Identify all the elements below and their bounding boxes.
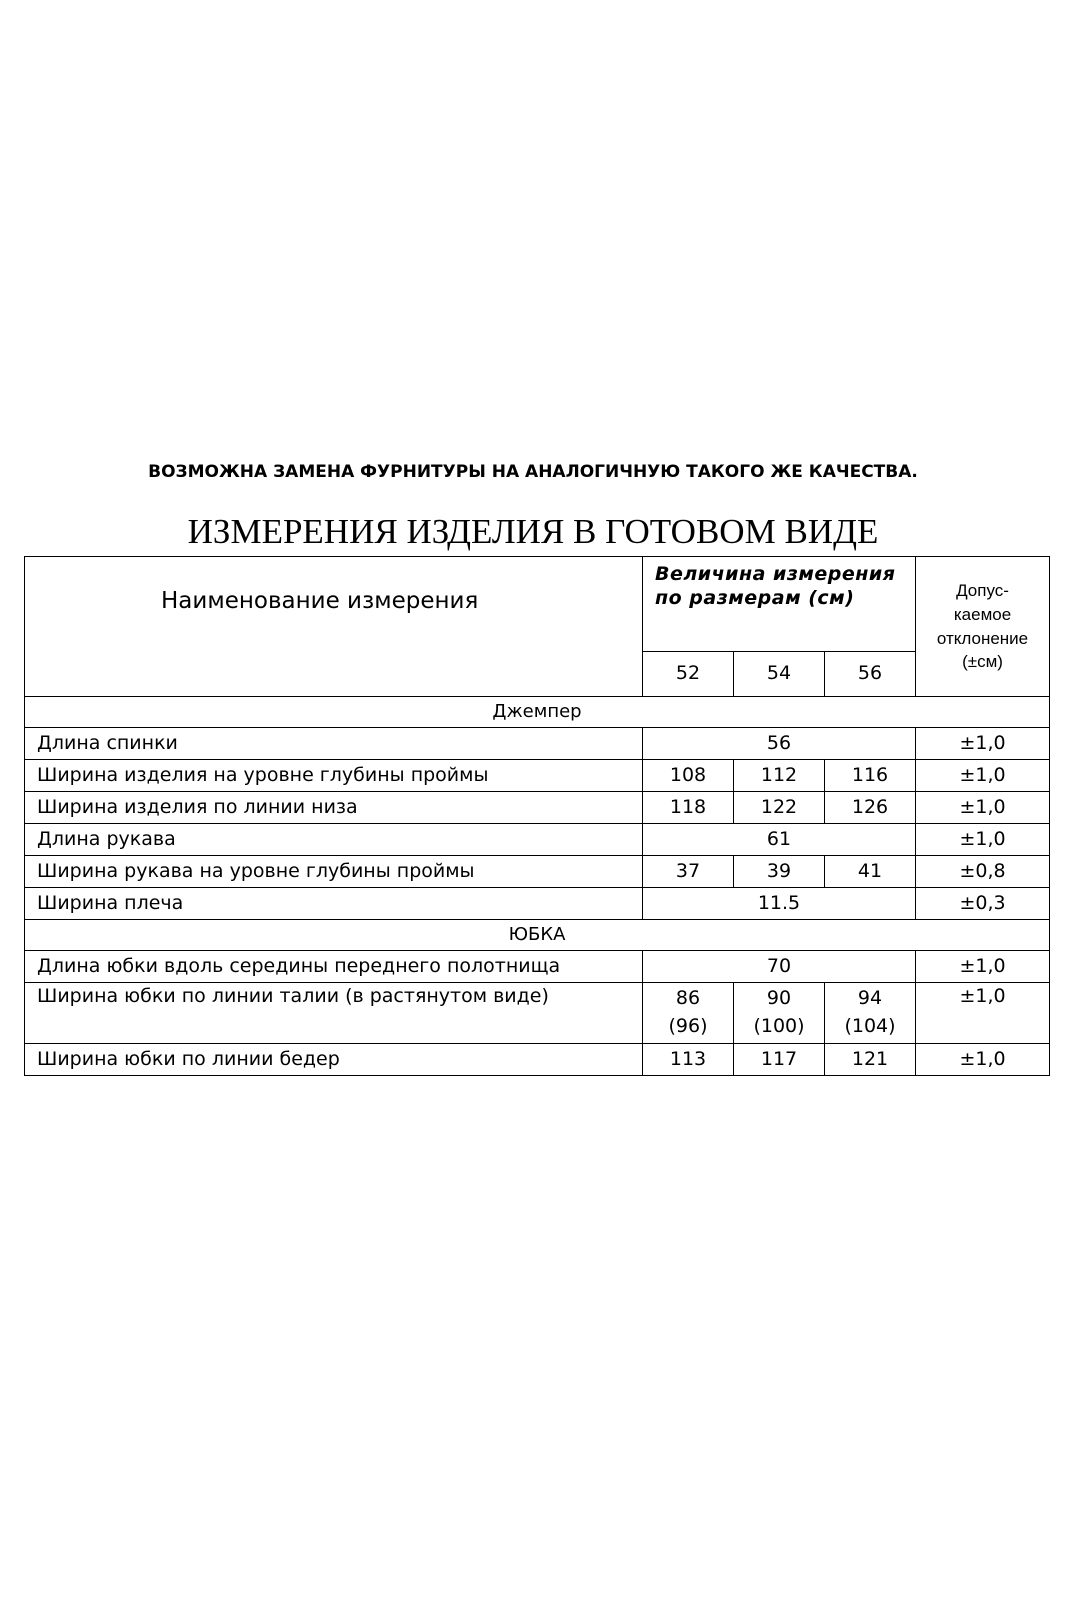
measurement-name: Ширина рукава на уровне глубины проймы xyxy=(25,856,643,888)
header-row xyxy=(25,557,1050,652)
size-header-52: 52 xyxy=(643,652,734,697)
table-row xyxy=(25,888,1050,920)
measurement-value-54: 117 xyxy=(734,1044,825,1076)
tolerance-value: ±1,0 xyxy=(916,951,1050,983)
table-row xyxy=(25,951,1050,983)
header-size-group: Величина измерения по размерам (см) xyxy=(643,557,916,652)
table-row xyxy=(25,983,1050,1044)
tolerance-value: ±1,0 xyxy=(916,1044,1050,1076)
measurement-value: 61 xyxy=(643,824,916,856)
measurement-value: 70 xyxy=(643,951,916,983)
document-title: ИЗМЕРЕНИЯ ИЗДЕЛИЯ В ГОТОВОМ ВИДЕ xyxy=(187,512,879,551)
section-title: Джемпер xyxy=(25,697,1050,728)
measurement-value-56: 126 xyxy=(825,792,916,824)
table-row xyxy=(25,792,1050,824)
measurement-name: Ширина юбки по линии бедер xyxy=(25,1044,643,1076)
header-measurement-name: Наименование измерения xyxy=(25,557,643,697)
measurement-value: 56 xyxy=(643,728,916,760)
measurement-name: Ширина юбки по линии талии (в растянутом виде) xyxy=(25,983,643,1044)
table-row xyxy=(25,760,1050,792)
tolerance-line-1: Допус- xyxy=(956,580,1009,600)
fittings-notice: ВОЗМОЖНА ЗАМЕНА ФУРНИТУРЫ НА АНАЛОГИЧНУЮ ТАКОГО ЖЕ КАЧЕСТВА. xyxy=(148,462,918,482)
measurement-value: 11.5 xyxy=(643,888,916,920)
header-tolerance xyxy=(916,557,1050,697)
measurement-value-52: 37 xyxy=(643,856,734,888)
tolerance-line-2: каемое xyxy=(953,604,1012,624)
measurement-value-52: 118 xyxy=(643,792,734,824)
tolerance-value: ±1,0 xyxy=(916,824,1050,856)
tolerance-line-4: (±см) xyxy=(962,652,1003,672)
tolerance-value: ±1,0 xyxy=(916,983,1050,1044)
measurement-value-56: 41 xyxy=(825,856,916,888)
value-main: 90 xyxy=(766,987,792,1010)
size-header-56: 56 xyxy=(825,652,916,697)
measurement-value-56 xyxy=(825,983,916,1044)
measurement-name: Длина спинки xyxy=(25,728,643,760)
table-row xyxy=(25,1044,1050,1076)
section-row-skirt xyxy=(25,920,1050,951)
measurement-value-54: 112 xyxy=(734,760,825,792)
section-row-jumper xyxy=(25,697,1050,728)
measurement-value-54: 122 xyxy=(734,792,825,824)
table-row xyxy=(25,856,1050,888)
measurement-name: Длина юбки вдоль середины переднего полотнища xyxy=(25,951,643,983)
measurement-value-54 xyxy=(734,983,825,1044)
value-main: 94 xyxy=(857,987,883,1010)
measurement-name: Ширина изделия на уровне глубины проймы xyxy=(25,760,643,792)
measurement-name: Ширина изделия по линии низа xyxy=(25,792,643,824)
tolerance-value: ±1,0 xyxy=(916,792,1050,824)
tolerance-line-3: отклонение xyxy=(936,628,1029,648)
tolerance-value: ±0,3 xyxy=(916,888,1050,920)
value-main: 86 xyxy=(675,987,701,1010)
value-stretched: (100) xyxy=(753,1015,805,1037)
value-stretched: (104) xyxy=(844,1015,896,1037)
measurement-value-52: 108 xyxy=(643,760,734,792)
measurement-value-52: 113 xyxy=(643,1044,734,1076)
value-stretched: (96) xyxy=(668,1015,708,1037)
table-row xyxy=(25,824,1050,856)
section-title: ЮБКА xyxy=(25,920,1050,951)
measurement-value-54: 39 xyxy=(734,856,825,888)
measurement-value-52 xyxy=(643,983,734,1044)
size-header-54: 54 xyxy=(734,652,825,697)
measurement-name: Длина рукава xyxy=(25,824,643,856)
measurement-value-56: 121 xyxy=(825,1044,916,1076)
measurement-value-56: 116 xyxy=(825,760,916,792)
tolerance-value: ±1,0 xyxy=(916,728,1050,760)
tolerance-value: ±0,8 xyxy=(916,856,1050,888)
measurements-table xyxy=(24,556,1050,1076)
table-row xyxy=(25,728,1050,760)
measurement-name: Ширина плеча xyxy=(25,888,643,920)
tolerance-value: ±1,0 xyxy=(916,760,1050,792)
